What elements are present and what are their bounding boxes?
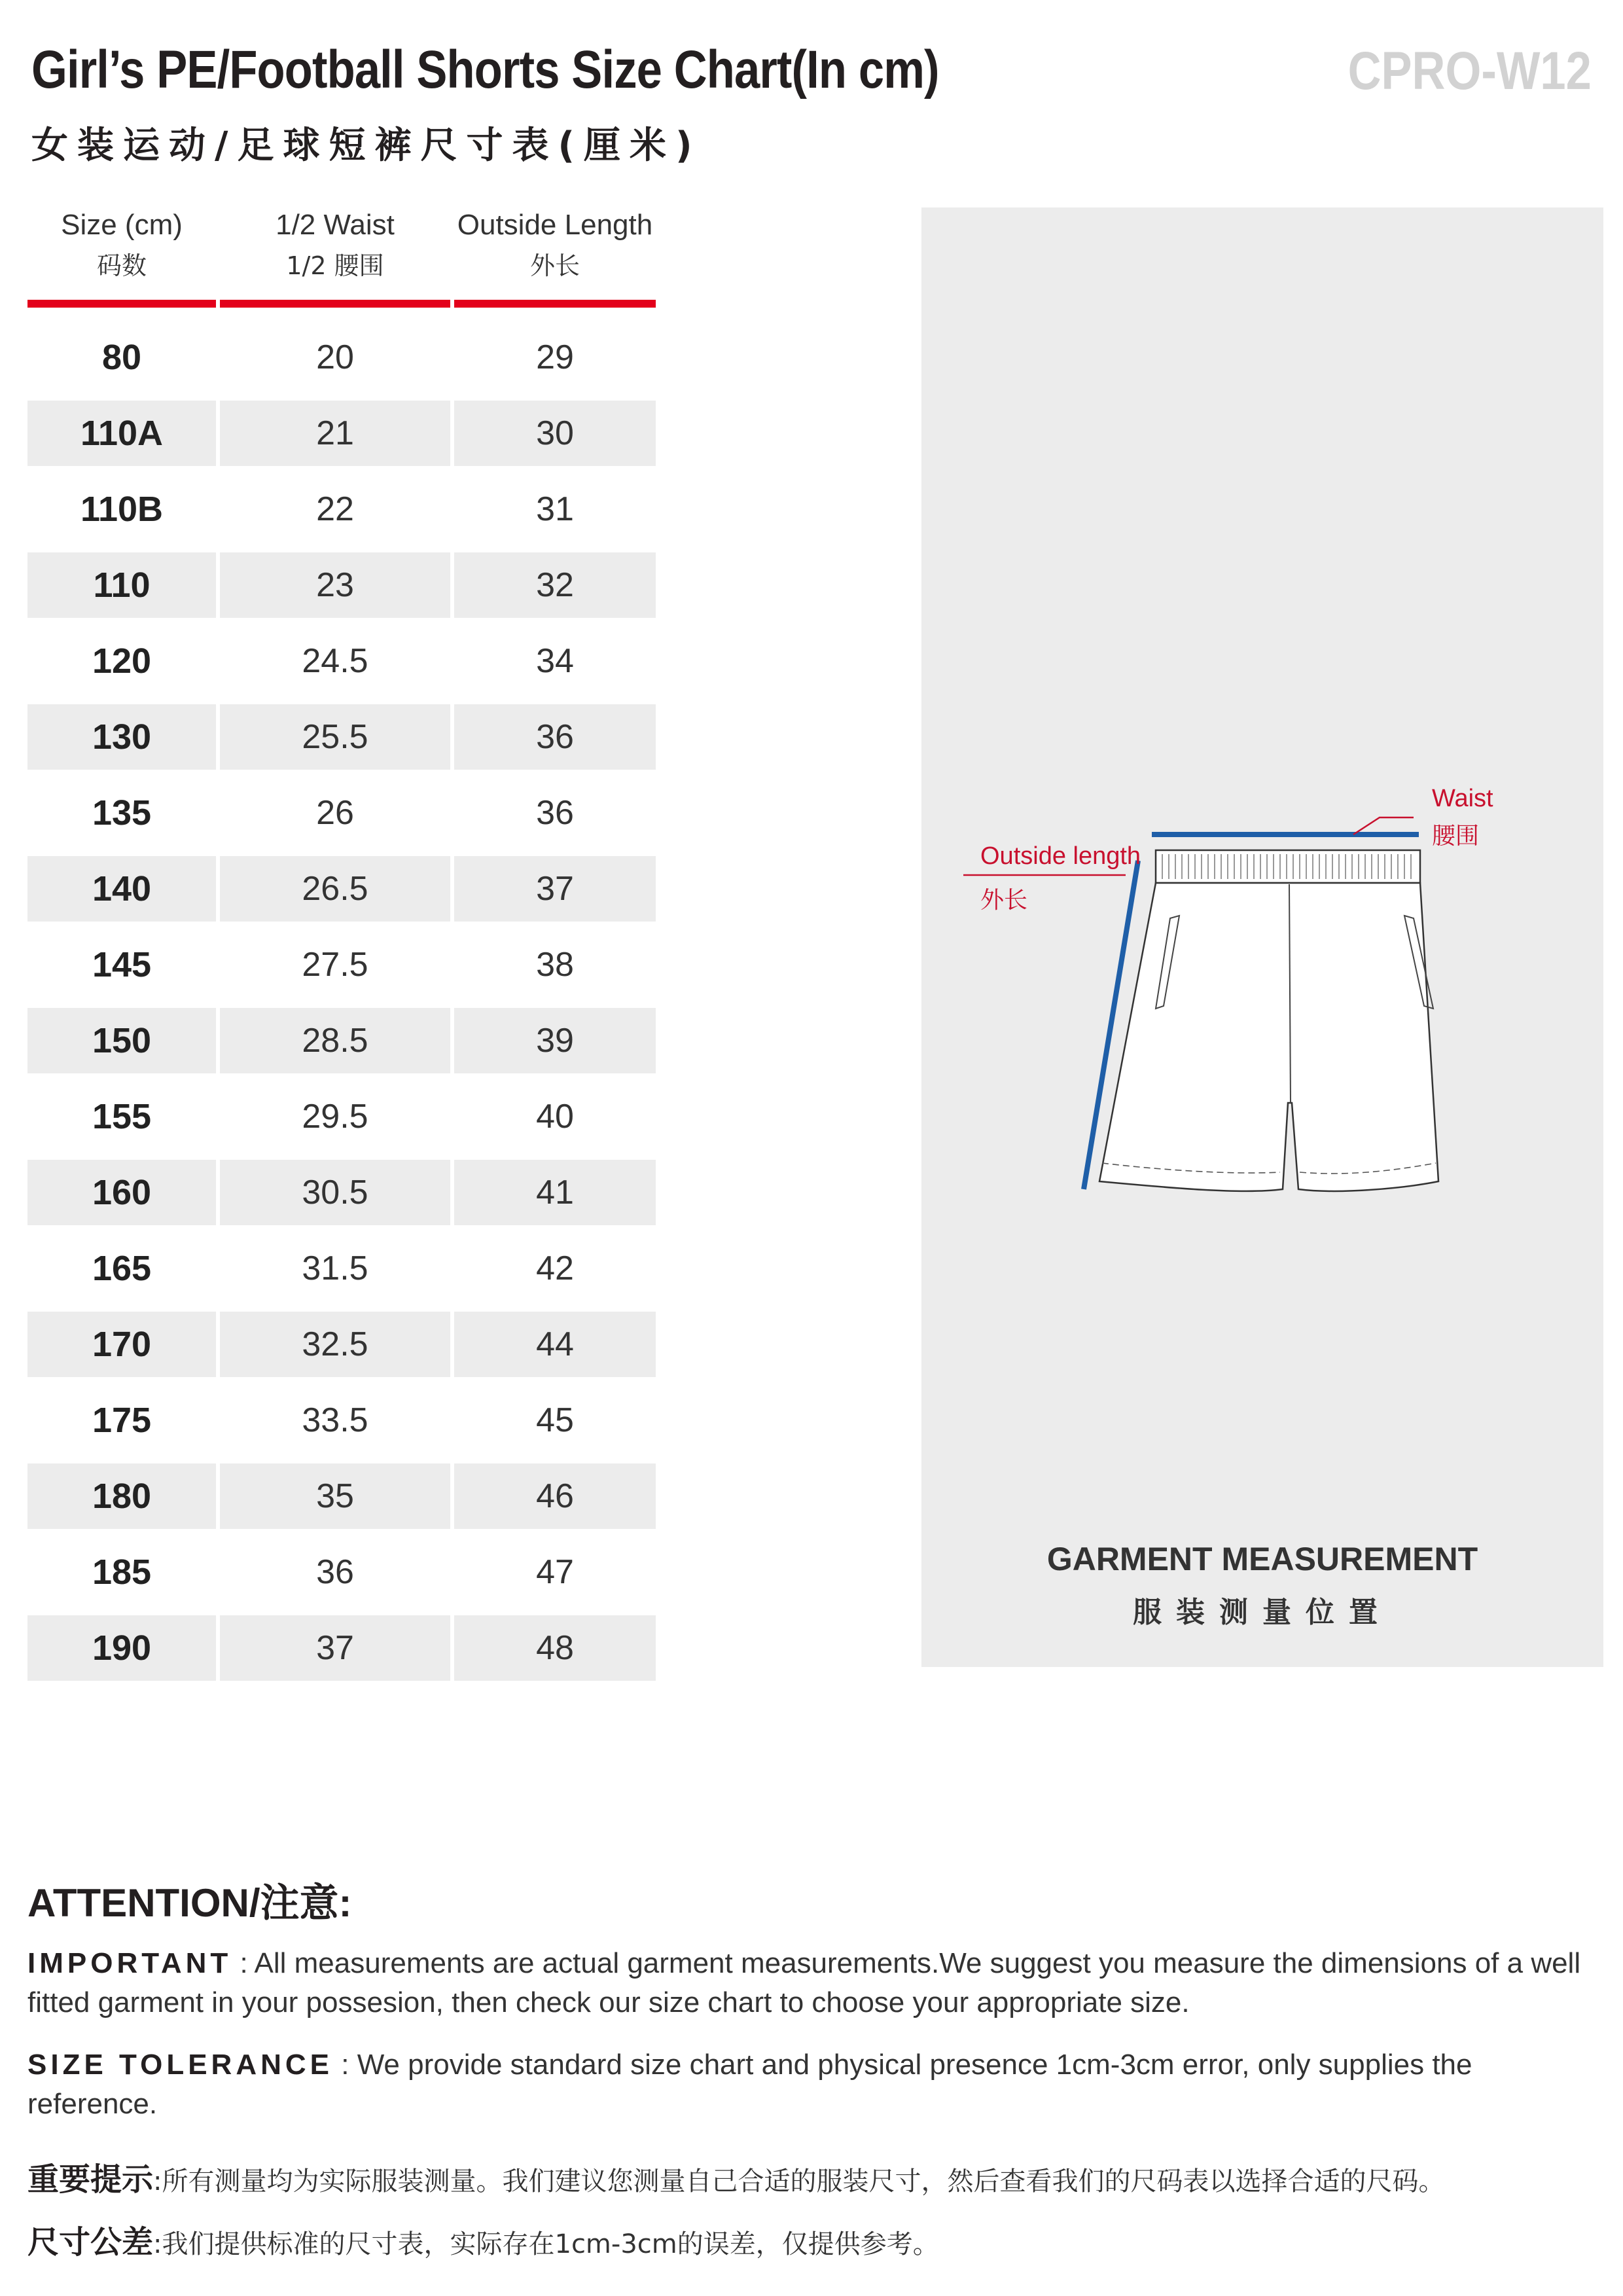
waist-cell: 37 [220,1615,450,1681]
tolerance-note [27,2045,1598,2124]
header-size-en: Size (cm) [61,209,183,241]
size-cell: 135 [92,793,152,833]
garment-measurement-title-cn: 服装测量位置 [1133,1596,1392,1629]
length-cell: 46 [454,1463,656,1529]
table-row [27,1160,656,1225]
tolerance-key: SIZE TOLERANCE [27,2049,334,2081]
length-cell: 29 [536,338,574,376]
length-cell: 44 [454,1312,656,1377]
waist-cell: 25.5 [220,704,450,770]
length-label-en: Outside length [980,842,1141,870]
length-cell: 32 [454,552,656,618]
table-row [27,1539,656,1605]
waist-cell: 36 [316,1553,354,1591]
size-cell: 150 [27,1008,216,1073]
length-cell: 36 [454,704,656,770]
table-row [27,780,656,846]
table-row [27,1312,656,1377]
size-cell: 190 [27,1615,216,1681]
tolerance-text-cn: :我们提供标准的尺寸表，实际存在1cm-3cm的误差，仅提供参考。 [153,2229,939,2259]
header-divider [27,300,656,308]
waist-cell: 29.5 [302,1098,368,1136]
important-text-cn: :所有测量均为实际服装测量。我们建议您测量自己合适的服装尺寸，然后查看我们的尺码表以选择合适的尺码。 [153,2166,1445,2197]
waist-cell: 20 [316,338,354,376]
length-cell: 47 [536,1553,574,1591]
size-cell: 80 [101,338,142,377]
table-row [27,1388,656,1453]
header-length [454,196,656,295]
length-cell: 39 [454,1008,656,1073]
shorts-illustration [921,207,1603,1667]
size-cell: 180 [27,1463,216,1529]
waist-cell: 33.5 [302,1401,368,1439]
length-cell: 48 [454,1615,656,1681]
waist-cell: 35 [220,1463,450,1529]
size-cell: 160 [27,1160,216,1225]
header-size-cn: 码数 [96,251,147,280]
waist-cell: 23 [220,552,450,618]
size-cell: 120 [92,641,152,681]
waist-cell: 30.5 [220,1160,450,1225]
header-length-cn: 外长 [529,251,580,280]
tolerance-key-cn: 尺寸公差 [27,2224,154,2261]
important-note-cn [27,2160,1598,2201]
size-cell: 110A [27,401,216,466]
table-row [27,856,656,922]
header-length-en: Outside Length [457,209,653,241]
product-code: CPRO-W12 [1347,41,1592,101]
waist-cell: 22 [316,490,354,528]
page-title-cn: 女装运动/足球短裤尺寸表(厘米) [31,124,702,167]
table-row [27,1008,656,1073]
length-cell: 36 [536,794,574,832]
waist-cell: 26.5 [220,856,450,922]
size-table [27,196,656,1691]
attention-title: ATTENTION/注意: [27,1881,352,1925]
size-cell: 110 [27,552,216,618]
garment-measurement-panel [921,207,1603,1667]
length-cell: 41 [454,1160,656,1225]
important-key: IMPORTANT [27,1947,232,1979]
header-waist [220,196,450,295]
waist-cell: 26 [316,794,354,832]
size-cell: 165 [92,1249,152,1288]
important-note [27,1944,1598,2022]
waist-cell: 27.5 [302,946,368,984]
length-cell: 38 [536,946,574,984]
length-cell: 40 [536,1098,574,1136]
table-row [27,1084,656,1149]
size-cell: 185 [92,1552,152,1592]
important-key-cn: 重要提示 [27,2161,154,2198]
length-cell: 42 [536,1249,574,1287]
tolerance-note-cn [27,2223,1598,2264]
length-cell: 45 [536,1401,574,1439]
size-cell: 130 [27,704,216,770]
page-title: Girl’s PE/Football Shorts Size Chart(In cm) [31,40,939,99]
table-body [27,325,656,1681]
header-waist-cn: 1/2 腰围 [286,251,384,280]
table-row [27,704,656,770]
table-row [27,325,656,390]
garment-measurement-title: GARMENT MEASUREMENT [1046,1541,1478,1577]
header-size [27,196,216,295]
size-cell: 110B [80,490,164,529]
size-cell: 175 [92,1401,152,1440]
waist-cell: 24.5 [302,642,368,680]
length-cell: 37 [454,856,656,922]
table-row [27,932,656,997]
size-cell: 155 [92,1097,152,1136]
length-cell: 31 [536,490,574,528]
waist-cell: 32.5 [220,1312,450,1377]
header-waist-en: 1/2 Waist [276,209,395,241]
important-text: : All measurements are actual garment measurements.We suggest you measure the dimensions of a well fitted garment in your possesion, then check our size chart to choose your appropriate size. [27,1947,1581,2018]
shorts-outline [1099,850,1438,1191]
table-row [27,552,656,618]
table-header [27,196,656,295]
table-row [27,401,656,466]
table-row [27,1463,656,1529]
waist-cell: 28.5 [220,1008,450,1073]
table-row [27,476,656,542]
length-cell: 30 [454,401,656,466]
size-cell: 170 [27,1312,216,1377]
length-label-cn: 外长 [980,887,1028,914]
waist-label-en: Waist [1432,785,1493,812]
table-row [27,1236,656,1301]
waist-cell: 21 [220,401,450,466]
table-row [27,628,656,694]
size-cell: 140 [27,856,216,922]
length-cell: 34 [536,642,574,680]
table-row [27,1615,656,1681]
waist-label-cn: 腰围 [1432,823,1480,850]
tolerance-text: : We provide standard size chart and physical presence 1cm-3cm error, only supplies the reference. [27,2049,1472,2120]
size-cell: 145 [92,945,152,984]
waist-cell: 31.5 [302,1249,368,1287]
